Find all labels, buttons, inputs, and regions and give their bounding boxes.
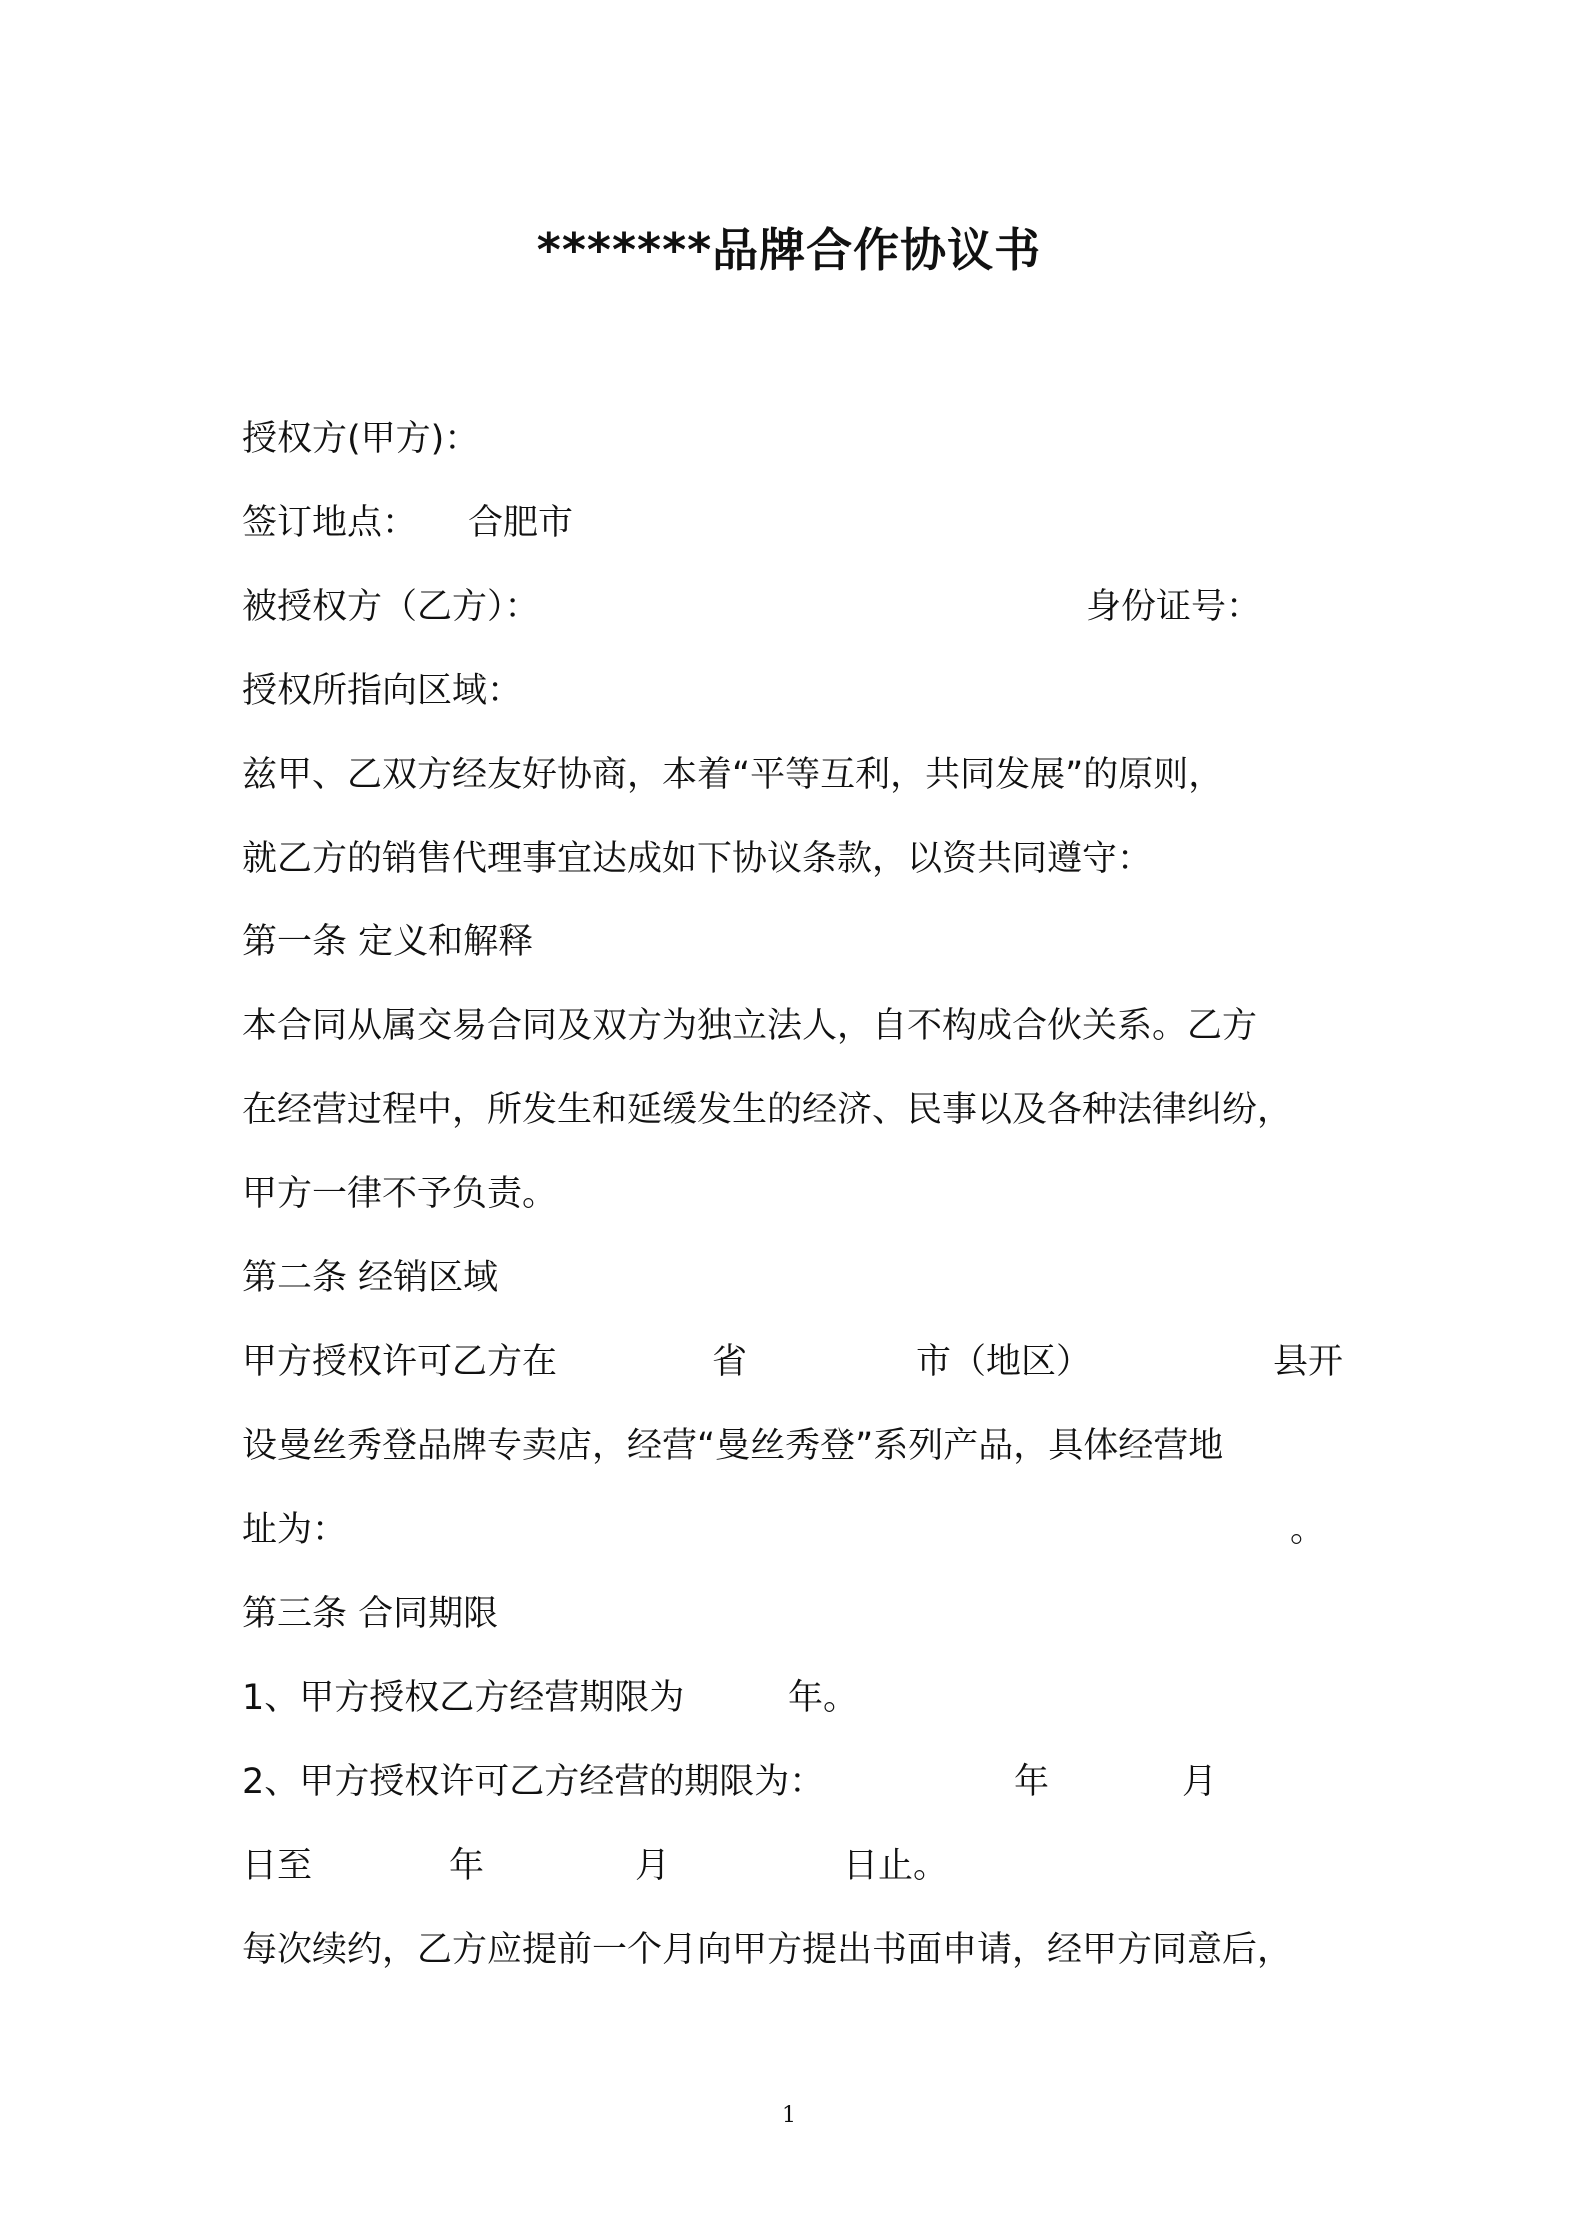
article-2-period: 。 — [1290, 1510, 1326, 1550]
id-number-label: 身份证号： — [1086, 587, 1262, 627]
grantee-label: 被授权方（乙方）： — [242, 587, 540, 627]
sign-place-label: 签订地点： — [242, 503, 418, 543]
article-2-heading: 第二条 经销区域 — [242, 1258, 499, 1298]
article-2-city: 市（地区） — [916, 1342, 1092, 1382]
article-2-line-3: 址为： — [242, 1510, 348, 1550]
article-3-heading: 第三条 合同期限 — [242, 1594, 499, 1634]
article-1-line-2: 在经营过程中，所发生和延缓发生的经济、民事以及各种法律纠纷， — [242, 1090, 1293, 1130]
article-3-day-to: 日至 — [242, 1846, 313, 1886]
sign-place-value: 合肥市 — [468, 503, 574, 543]
preamble-line-1: 兹甲、乙双方经友好协商，本着“平等互利，共同发展”的原则， — [242, 755, 1224, 795]
article-3-item-2-month: 月 — [1182, 1762, 1218, 1802]
preamble-line-2: 就乙方的销售代理事宜达成如下协议条款，以资共同遵守： — [242, 839, 1153, 879]
document-title: *******品牌合作协议书 — [536, 223, 1042, 277]
article-3-item-1: 1、甲方授权乙方经营期限为 — [242, 1678, 685, 1718]
article-3-item-2-year: 年 — [1014, 1762, 1050, 1802]
article-3-end-month: 月 — [635, 1846, 671, 1886]
article-3-end-day: 日止。 — [843, 1846, 949, 1886]
article-1-line-1: 本合同从属交易合同及双方为独立法人，自不构成合伙关系。乙方 — [242, 1006, 1258, 1046]
article-2-line-1: 甲方授权许可乙方在 — [242, 1342, 558, 1382]
article-1-heading: 第一条 定义和解释 — [242, 922, 534, 962]
article-2-line-2: 设曼丝秀登品牌专卖店，经营“曼丝秀登”系列产品，具体经营地 — [242, 1426, 1224, 1466]
article-3-end-year: 年 — [449, 1846, 485, 1886]
page-number: 1 — [782, 2103, 796, 2128]
article-1-line-3: 甲方一律不予负责。 — [242, 1174, 558, 1214]
article-2-county: 县开 — [1273, 1342, 1344, 1382]
article-3-item-1-years: 年。 — [788, 1678, 859, 1718]
article-3-item-2: 2、甲方授权许可乙方经营的期限为： — [242, 1762, 825, 1802]
article-2-province: 省 — [712, 1342, 748, 1382]
region-label: 授权所指向区域： — [242, 671, 523, 711]
grantor-label: 授权方(甲方)： — [242, 419, 480, 459]
renewal-line: 每次续约，乙方应提前一个月向甲方提出书面申请，经甲方同意后， — [242, 1930, 1293, 1970]
